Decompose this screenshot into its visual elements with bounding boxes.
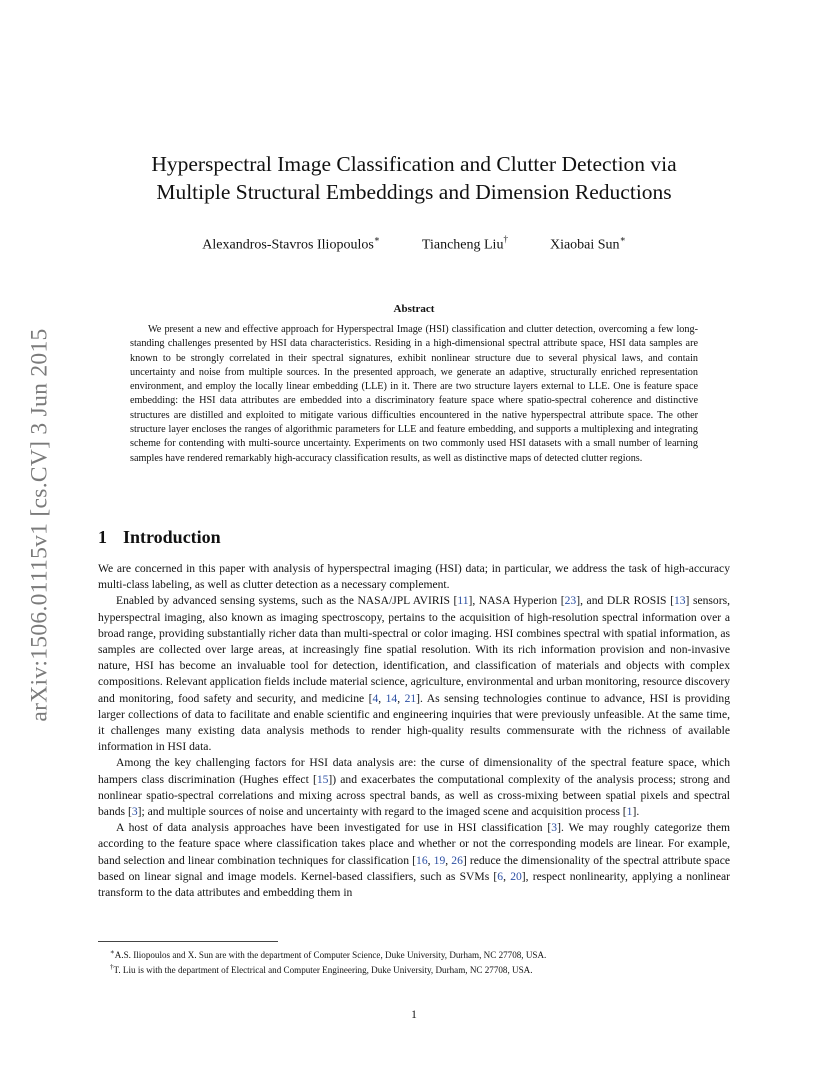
text-run: ]. As sensing technologies continue to advance, HSI is providing larger collections of data to facilitate and enable scientific and engineering inquiries that were previously unfeasible. At the same time, it challenges many existing data analysis methods to render high-quality results commensurate with the richness of available information in HSI data. — [98, 691, 731, 754]
text-run: ], and DLR ROSIS [ — [576, 594, 674, 608]
footnote-text: T. Liu is with the department of Electrical and Computer Engineering, Duke University, Durham, NC 27708, USA. — [113, 965, 533, 976]
page-number: 1 — [411, 1009, 417, 1021]
text-run: , — [427, 853, 434, 867]
footnote-mark: † — [110, 963, 114, 972]
author-mark: † — [503, 234, 508, 244]
text-run: , — [445, 853, 452, 867]
citation-link[interactable]: 6 — [497, 869, 504, 883]
paragraph — [98, 755, 730, 820]
citation-link[interactable]: 14 — [385, 691, 398, 705]
abstract-body: We present a new and effective approach for Hyperspectral Image (HSI) classification and clutter detection, overcoming a few long-standing challenges presented by HSI data characteristics. Residing in a high-dimensional spectral attribute space, HSI data samples are known to be strongly correlated in their spectral signatures, exhibit nonlinear structure due to several physical laws, and contain uncertainty and noise from multiple sources. In the presented approach, we generate an adaptive, structurally enriched representation environment, and employ the locally linear embedding (LLE) in it. There are two structure layers external to LLE. One is feature space embedding: the HSI data attributes are embedded into a discriminatory feature space where spatio-spectral coherence and distinctive structures are distilled and exploited to mitigate various difficulties encountered in the native hyperspectral attribute space. The other structure layer encloses the ranges of algorithmic parameters for LLE and feature embedding, and supports a multiplexing and integrating scheme for contending with multi-source uncertainty. Experiments on two commonly used HSI datasets with a small number of learning samples have rendered remarkably high-accuracy classification results, as well as distinctive maps of detected clutter regions. — [130, 324, 698, 464]
citation-link[interactable]: 3 — [131, 805, 138, 819]
footnote — [98, 946, 730, 961]
author — [550, 235, 626, 254]
citation-link[interactable]: 3 — [551, 821, 558, 835]
citation-link[interactable]: 26 — [451, 853, 463, 867]
citation-link[interactable]: 13 — [673, 594, 686, 608]
footnote-text: A.S. Iliopoulos and X. Sun are with the department of Computer Science, Duke University, Durham, NC 27708, USA. — [114, 950, 547, 961]
section-title: Introduction — [123, 527, 221, 547]
author-list — [98, 235, 730, 254]
author — [422, 235, 508, 254]
citation-link[interactable]: 16 — [416, 853, 428, 867]
text-run: , — [397, 691, 405, 705]
author-mark: ∗ — [619, 234, 626, 244]
introduction-body — [98, 561, 730, 901]
footnotes — [98, 946, 730, 977]
citation-link[interactable]: 11 — [457, 594, 469, 608]
text-run: ]; and multiple sources of noise and uncertainty with regard to the imaged scene and acquisition process [ — [137, 805, 627, 819]
text-run: ]) and exacerbates the computational complexity of the analysis process; strong and nonlinear spatio-spectral correlations and mixing across spectral bands, as well as cross-mixing between spatial pixels and spectral bands [ — [98, 772, 731, 819]
footnote-divider — [98, 941, 278, 942]
text-run: ], respect nonlinearity, applying a nonlinear transform to the data attributes and embedding them in — [98, 869, 730, 900]
abstract-heading: Abstract — [393, 303, 435, 315]
citation-link[interactable]: 1 — [626, 805, 633, 819]
author-name: Alexandros-Stavros Iliopoulos — [202, 237, 374, 253]
text-run: A host of data analysis approaches have been investigated for use in HSI classification [ — [116, 821, 552, 835]
author — [202, 235, 380, 254]
title-line-2: Multiple Structural Embeddings and Dimension Reductions — [156, 180, 672, 204]
text-run: ], NASA Hyperion [ — [468, 594, 565, 608]
paragraph — [98, 820, 730, 901]
arxiv-stamp — [20, 290, 60, 760]
text-run: ] sensors, hyperspectral imaging, also known as imaging spectroscopy, pertains to the acquisition of high-resolution spectral information over a broad range, providing substantially richer data than multi-spectral or color imaging. HSI combines spectral with spatial information, as samples are collected over large areas, at increasingly fine spatial resolution. With its rich information provision and non-invasive nature, HSI has become an invaluable tool for detection, identification, and classification of materials and objects with complex compositions. Relevant application fields include material science, agriculture, environmental and urban monitoring, resource discovery and monitoring, food safety and security, and medicine [ — [98, 594, 731, 705]
text-run: , — [503, 869, 511, 883]
citation-link[interactable]: 4 — [372, 691, 379, 705]
author-mark: ∗ — [373, 234, 380, 244]
author-name: Xiaobai Sun — [549, 237, 620, 253]
paragraph — [98, 593, 730, 755]
text-run: Among the key challenging factors for HSI data analysis are: the curse of dimensionality of the spectral feature space, which hampers class discrimination (Hughes effect [ — [98, 756, 730, 786]
text-run: ] reduce the dimensionality of the spectral attribute space based on linear signal and image models. Kernel-based classifiers, such as SVMs [ — [98, 853, 730, 883]
author-name: Tiancheng Liu — [421, 237, 504, 253]
footnote-mark: ∗ — [110, 948, 115, 956]
title-line-1: Hyperspectral Image Classification and Clutter Detection via — [151, 152, 677, 176]
text-run: ]. We may roughly categorize them according to the feature space where classification takes place and whether or not the corresponding models are linear. For example, band selection and linear combination techniques for classification [ — [98, 821, 730, 867]
text-run: ]. — [632, 805, 640, 819]
section-heading — [98, 527, 221, 548]
citation-link[interactable]: 23 — [564, 594, 577, 608]
text-run: , — [378, 691, 386, 705]
citation-link[interactable]: 19 — [433, 853, 446, 867]
section-number: 1 — [98, 527, 107, 547]
text-run: Enabled by advanced sensing systems, such as the NASA/JPL AVIRIS [ — [116, 594, 458, 608]
citation-link[interactable]: 20 — [510, 869, 522, 883]
paragraph: We are concerned in this paper with analysis of hyperspectral imaging (HSI) data; in particular, we address the task of high-accuracy multi-class labeling, as well as clutter detection as a necessary complement. — [98, 562, 730, 592]
arxiv-id: arXiv:1506.01115v1 [cs.CV] 3 Jun 2015 — [26, 328, 53, 722]
citation-link[interactable]: 21 — [404, 691, 417, 705]
paper-title — [98, 150, 730, 206]
citation-link[interactable]: 15 — [316, 772, 329, 786]
footnote — [98, 961, 730, 976]
